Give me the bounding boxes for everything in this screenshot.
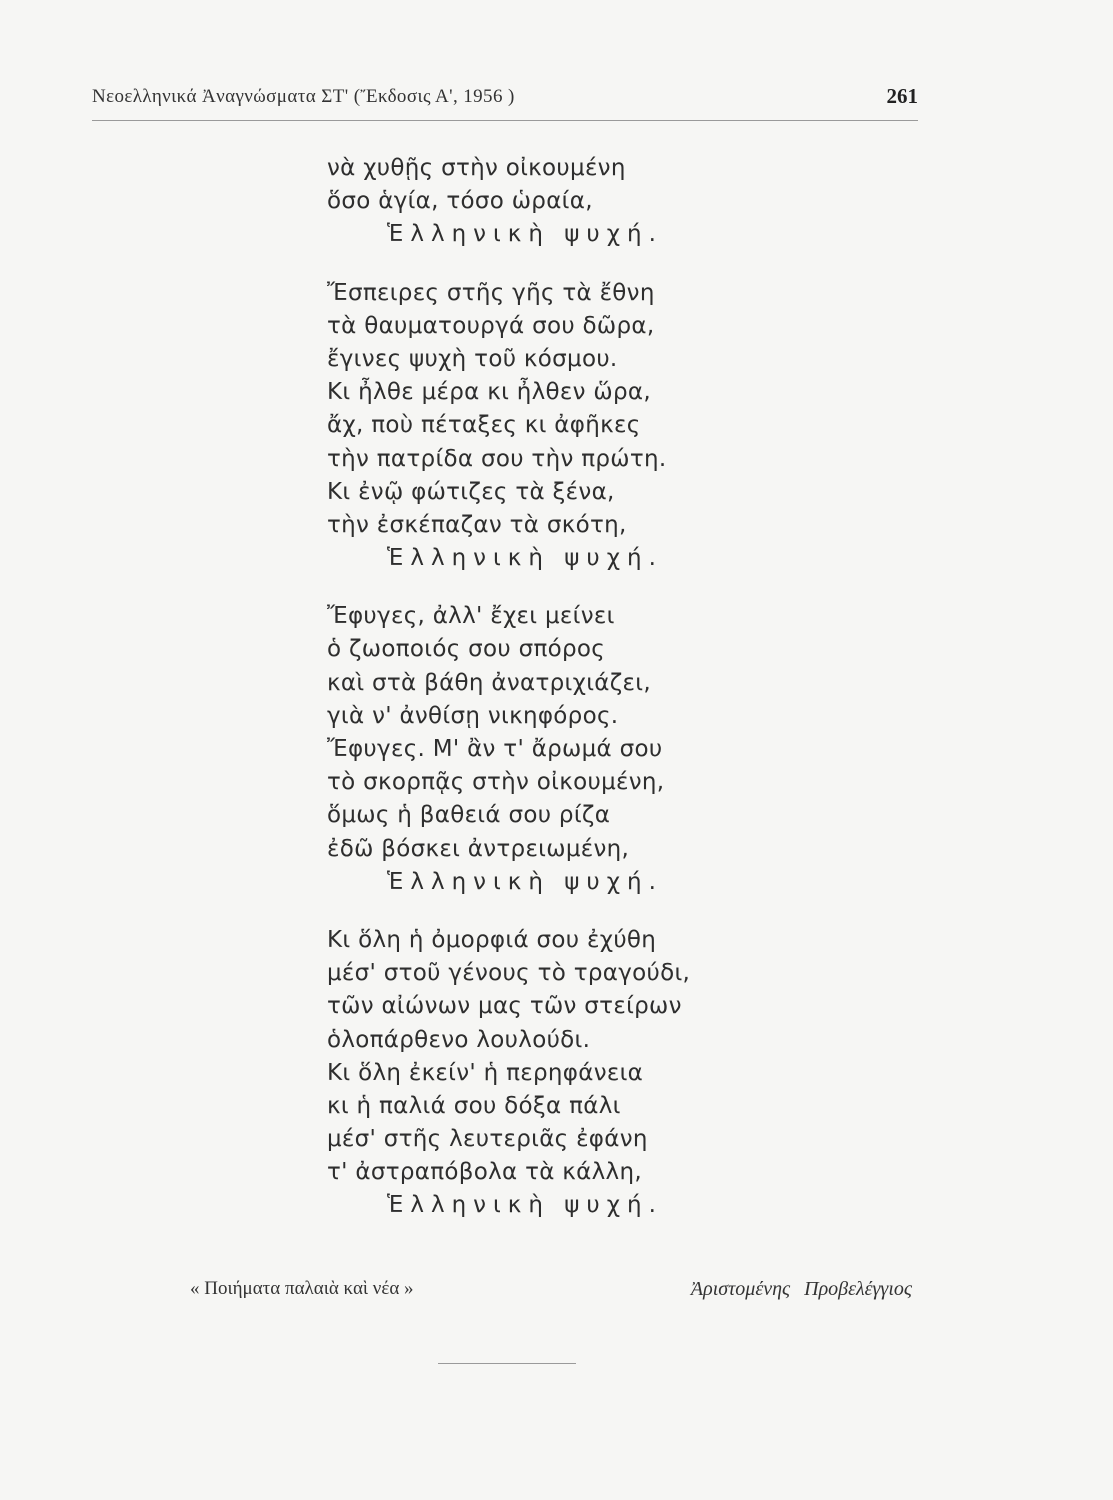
poem-line: καὶ στὰ βάθη ἀνατριχιάζει,	[327, 669, 651, 696]
poem-line: ὁ ζωοποιός σου σπόρος	[327, 636, 606, 663]
poem-line: νὰ χυθῇς στὴν οἰκουμένη	[327, 155, 626, 181]
refrain-line: Ἑλληνικὴ ψυχή.	[387, 1192, 663, 1219]
source-title: « Ποιήματα παλαιὰ καὶ νέα »	[190, 1278, 414, 1299]
poem-line: Κι ἦλθε μέρα κι ἦλθεν ὥρα,	[327, 379, 651, 406]
header-rule	[92, 120, 918, 121]
poem-line: ἄχ, ποὺ πέταξες κι ἀφῆκες	[327, 412, 641, 439]
refrain-line: Ἑλληνικὴ ψυχή.	[387, 868, 663, 895]
poem-line: Ἔφυγες. Μ' ἂν τ' ἄρωμά σου	[327, 736, 663, 762]
poem-line: Ἔσπειρες στῆς γῆς τὰ ἔθνη	[327, 279, 655, 306]
poem-line: γιὰ ν' ἀνθίσῃ νικηφόρος.	[327, 702, 619, 729]
poem-line: ὁλοπάρθενο λουλούδι.	[327, 1026, 591, 1053]
poem-line: κι ἡ παλιά σου δόξα πάλι	[327, 1092, 621, 1119]
poem-line: Κι ὅλη ἐκείν' ἡ περηφάνεια	[327, 1059, 644, 1086]
running-title: Νεοελληνικά Ἀναγνώσματα ΣΤ' (Ἔκδοσις Α', 1956 )	[92, 86, 515, 107]
poem-line: τὴν ἐσκέπαζαν τὰ σκότη,	[327, 511, 627, 538]
stanza-2	[327, 277, 887, 576]
poem-line: Ἔφυγες, ἀλλ' ἔχει μείνει	[327, 603, 615, 630]
poem	[327, 152, 887, 1248]
poem-line: τὴν πατρίδα σου τὴν πρώτη.	[327, 445, 667, 472]
attribution	[190, 1278, 912, 1308]
refrain-line: Ἑλληνικὴ ψυχή.	[387, 545, 663, 572]
author-name	[691, 1278, 912, 1301]
page-header	[92, 86, 918, 118]
end-rule	[438, 1363, 576, 1364]
poem-line: ἐδῶ βόσκει ἀντρειωμένη,	[327, 835, 630, 862]
poem-line: μέσ' στοῦ γένους τὸ τραγούδι,	[327, 960, 691, 987]
poem-line: τὸ σκορπᾷς στὴν οἰκουμένη,	[327, 769, 665, 796]
author-first-name: Ἀριστομένης	[690, 1278, 791, 1300]
author-last-name: Προβελέγγιος	[804, 1278, 912, 1300]
poem-line: μέσ' στῆς λευτεριᾶς ἐφάνη	[327, 1126, 648, 1153]
poem-line: ἔγινες ψυχὴ τοῦ κόσμου.	[327, 345, 618, 372]
poem-line: ὅμως ἡ βαθειά σου ρίζα	[327, 802, 611, 829]
poem-line: ὅσο ἁγία, τόσο ὡραία,	[327, 188, 593, 215]
refrain-line: Ἑλληνικὴ ψυχή.	[387, 221, 663, 248]
stanza-1	[327, 152, 887, 252]
poem-line: τ' ἀστραπόβολα τὰ κάλλη,	[327, 1159, 642, 1186]
poem-line: τῶν αἰώνων μας τῶν στείρων	[327, 993, 682, 1020]
page-number: 261	[886, 84, 918, 108]
poem-line: Κι ἐνῷ φώτιζες τὰ ξένα,	[327, 478, 615, 505]
stanza-3	[327, 600, 887, 899]
stanza-4	[327, 924, 887, 1223]
poem-line: τὰ θαυματουργά σου δῶρα,	[327, 312, 655, 339]
poem-line: Κι ὅλη ἡ ὀμορφιά σου ἐχύθη	[327, 926, 657, 953]
